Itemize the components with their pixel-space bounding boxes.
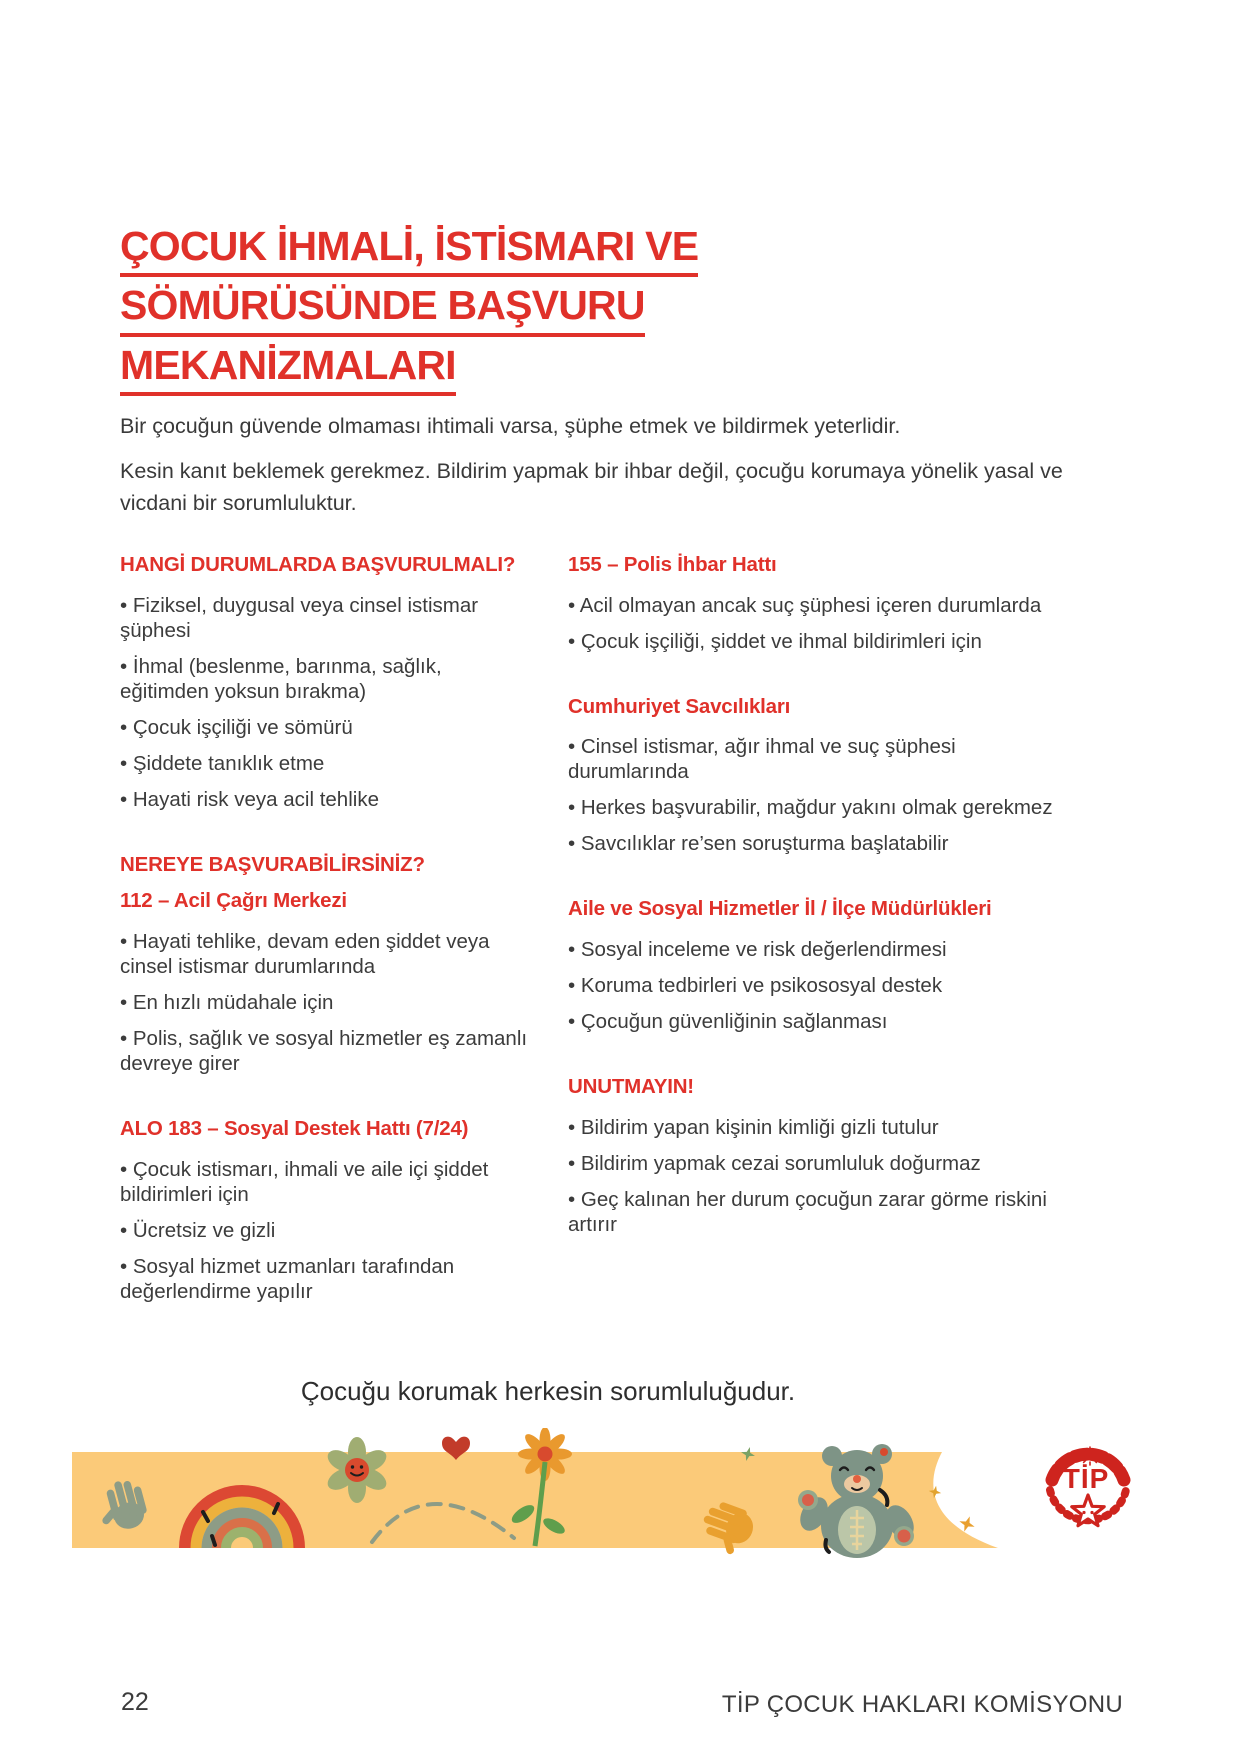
title-line-2: SÖMÜRÜSÜNDE BAŞVURU — [120, 283, 645, 336]
section-heading: UNUTMAYIN! — [568, 1074, 694, 1098]
right-column — [568, 552, 1058, 1344]
bullet-item: • Çocuk istismarı, ihmali ve aile içi şiddet bildirimleri için — [120, 1157, 535, 1207]
section-heading: HANGİ DURUMLARDA BAŞVURULMALI? — [120, 553, 516, 576]
bullet-item: • Çocuğun güvenliğinin sağlanması — [568, 1009, 1058, 1034]
section-heading: NEREYE BAŞVURABİLİRSİNİZ? — [120, 852, 425, 876]
section-heading: ALO 183 – Sosyal Destek Hattı (7/24) — [120, 1116, 469, 1140]
section-cumhuriyet-savciliklari — [568, 694, 1058, 857]
bullet-item: • Hayati risk veya acil tehlike — [120, 787, 535, 812]
intro-text — [120, 410, 1115, 532]
bullet-item: • Geç kalınan her durum çocuğun zarar görme riskini artırır — [568, 1187, 1058, 1237]
section-155-polis — [568, 552, 1058, 654]
bullet-item: • Sosyal inceleme ve risk değerlendirmesi — [568, 937, 1058, 962]
bullet-item: • Bildirim yapmak cezai sorumluluk doğurmaz — [568, 1151, 1058, 1176]
section-alo-183 — [120, 1116, 535, 1304]
title-line-1: ÇOCUK İHMALİ, İSTİSMARI VE — [120, 224, 698, 277]
bullet-item: • Acil olmayan ancak suç şüphesi içeren durumlarda — [568, 593, 1058, 618]
intro-paragraph-1: Bir çocuğun güvende olmaması ihtimali varsa, şüphe etmek ve bildirmek yeterlidir. — [120, 414, 901, 438]
section-aile-sosyal-hizmetler — [568, 896, 1058, 1034]
bullet-item: • Polis, sağlık ve sosyal hizmetler eş zamanlı devreye girer — [120, 1026, 535, 1076]
bullet-item: • Cinsel istismar, ağır ihmal ve suç şüphesi durumlarında — [568, 734, 1058, 784]
bullet-item: • Fiziksel, duygusal veya cinsel istismar şüphesi — [120, 593, 535, 643]
bullet-item: • Bildirim yapan kişinin kimliği gizli tutulur — [568, 1115, 1058, 1140]
section-unutmayin — [568, 1074, 1058, 1237]
page-title — [120, 224, 698, 402]
tip-logo — [1038, 1436, 1138, 1544]
bullet-item: • Koruma tedbirleri ve psikososyal destek — [568, 973, 1058, 998]
bullet-item: • Çocuk işçiliği ve sömürü — [120, 715, 535, 740]
bullet-item: • Şiddete tanıklık etme — [120, 751, 535, 776]
bullet-item: • En hızlı müdahale için — [120, 990, 535, 1015]
title-line-3: MEKANİZMALARI — [120, 343, 456, 396]
footer-organization: TİP ÇOCUK HAKLARI KOMİSYONU — [721, 1691, 1123, 1718]
bullet-item: • Herkes başvurabilir, mağdur yakını olmak gerekmez — [568, 795, 1058, 820]
bullet-item: • Sosyal hizmet uzmanları tarafından değerlendirme yapılır — [120, 1254, 535, 1304]
bullet-item: • Savcılıklar re’sen soruşturma başlatabilir — [568, 831, 1058, 856]
page-number: 22 — [121, 1688, 149, 1716]
intro-paragraph-2: Kesin kanıt beklemek gerekmez. Bildirim yapmak bir ihbar değil, çocuğu korumaya yönelik yasal ve vicdani bir sorumluluktur. — [120, 458, 1063, 516]
decorative-footer-band — [62, 1428, 1012, 1560]
section-nereye-basvurabilirsiniz — [120, 852, 535, 1076]
closing-statement: Çocuğu korumak herkesin sorumluluğudur. — [300, 1376, 796, 1406]
bullet-item: • İhmal (beslenme, barınma, sağlık, eğitimden yoksun bırakma) — [120, 654, 535, 704]
bullet-item: • Hayati tehlike, devam eden şiddet veya cinsel istismar durumlarında — [120, 929, 535, 979]
logo-text: TİP — [1062, 1463, 1110, 1494]
section-hangi-durumlarda — [120, 552, 535, 812]
left-column — [120, 552, 535, 1344]
section-heading: Cumhuriyet Savcılıkları — [568, 694, 791, 718]
section-heading: Aile ve Sosyal Hizmetler İl / İlçe Müdürlükleri — [568, 897, 992, 921]
bullet-item: • Ücretsiz ve gizli — [120, 1218, 535, 1243]
content-columns — [120, 552, 1058, 1344]
bullet-item: • Çocuk işçiliği, şiddet ve ihmal bildirimleri için — [568, 629, 1058, 654]
section-heading: 155 – Polis İhbar Hattı — [568, 553, 777, 576]
section-subheading: 112 – Acil Çağrı Merkezi — [120, 889, 347, 913]
